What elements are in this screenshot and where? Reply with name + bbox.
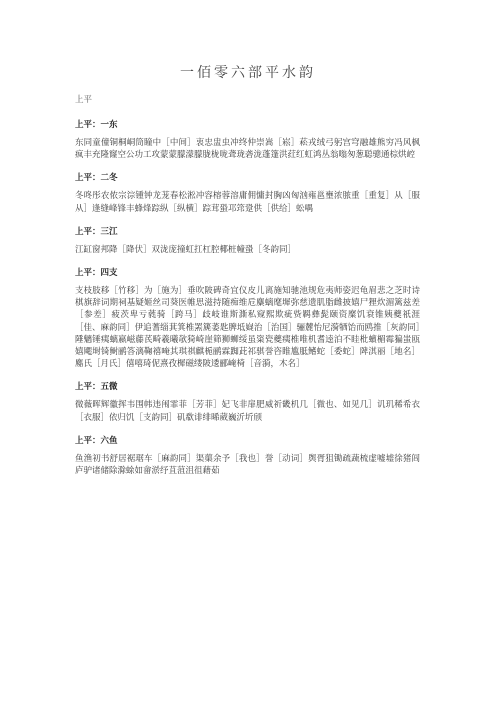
section-heading: 上平：四支 <box>75 268 118 279</box>
section-heading: 上平：二冬 <box>75 173 118 184</box>
document-body <box>75 94 420 488</box>
rhyme-character-list: 微薇晖辉徽挥韦围帏违闱霏菲［芳菲］妃飞非扉肥威祈畿机几［微也、如见几］讥玑稀希衣［衣服］依归饥［支韵同］矶欷诽绯晞葳巍沂圻颀 <box>75 400 420 423</box>
rhyme-character-list: 江缸窗邦降［降伏］双泷庞撞虹扛杠腔椰桩幢蛩［冬韵同］ <box>75 244 297 255</box>
section-liu-yu <box>75 435 420 477</box>
section-si-zhi <box>75 267 420 370</box>
subtitle: 上平 <box>75 95 93 105</box>
section-er-dong <box>75 172 420 214</box>
section-san-jiang <box>75 226 420 256</box>
section-heading: 上平：五微 <box>75 382 118 393</box>
section-heading: 上平：一东 <box>75 120 118 130</box>
rhyme-character-list: 东同童僮铜桐峒筒瞳中［中间］衷忠盅虫冲终仲崇嵩［崧］菘戎绒弓躬宫穹融雄熊穷冯风枫疯丰充隆窿空公功工攻蒙蒙朦濛朦胧栊咙聋珑砻泷蓬篷洪荭红虹鸿丛翁嗡匆葱聪骢通棕烘崆 <box>75 138 420 161</box>
section-wu-wei <box>75 381 420 423</box>
section-yi-dong <box>75 119 420 161</box>
rhyme-character-list: 支枝肢移［竹移］为［施为］垂吹陂碑奇宜仪皮儿离施知驰池规危夷师姿迟龟眉悲之芝时诗棋旗辞词期祠基疑姬丝司葵医帷思滋持随痴维卮麋螭麾墀弥慈遗肌脂雌披嬉尸狸炊湄篱兹差［参差］疲茨卑亏蕤骑［跨马］歧岐谁斯澌私窥熙欺疵赀羁彝髭颐资糜饥衰锥姨夔祇涯［佳、麻韵同］伊追蓍缁萁箕椎罴篪萎匙脾坻嶷治［治国］骊麓怡尼漪牺饴而鸥推［灰韵同］陲魑锤痍螭嬴嵫藤芪畸羲曦欹猗崎崖筛狮蛳绥虽粢瓷夔痍椎唯机耆逵泊不眭枇蠙楣霉猵蚩瓯嬉飔埘锜鲥鹂答漓鞠禧唵其琪祺麒栀鹂霖踟茈祁骐誉咨睢尴胝鳍蛇［委蛇］陴淇丽［地名］䴥氏［月氏］僖嘻琦伲熹孜樨磁缕陂逶郦崦椅［音漪，木名］ <box>75 286 420 370</box>
section-heading: 上平：六鱼 <box>75 435 118 446</box>
page-title: 一佰零六部平水韵 <box>180 65 316 81</box>
rhyme-character-list: 鱼渔初书舒居裾琚车［麻韵同］渠蕖余予［我也］誉［动词］舆胥狙锄疏蔬梳虚嘘墟徐猪闾庐驴诸储除滁蜍如畲淤纾苴菹沮徂藉茹 <box>75 453 420 477</box>
rhyme-character-list: 冬咚彤农侬宗淙锺钟龙茏春松淞冲容榕蓉溶庸佣慵封胸凶匈汹雍邕壅浓脓重［重复］从［服从］逢缝峰锋丰蜂烽踪纵［纵横］踪茸蛩邛筇跫供［供给］蚣喁 <box>75 191 420 214</box>
section-heading: 上平：三江 <box>75 226 118 237</box>
